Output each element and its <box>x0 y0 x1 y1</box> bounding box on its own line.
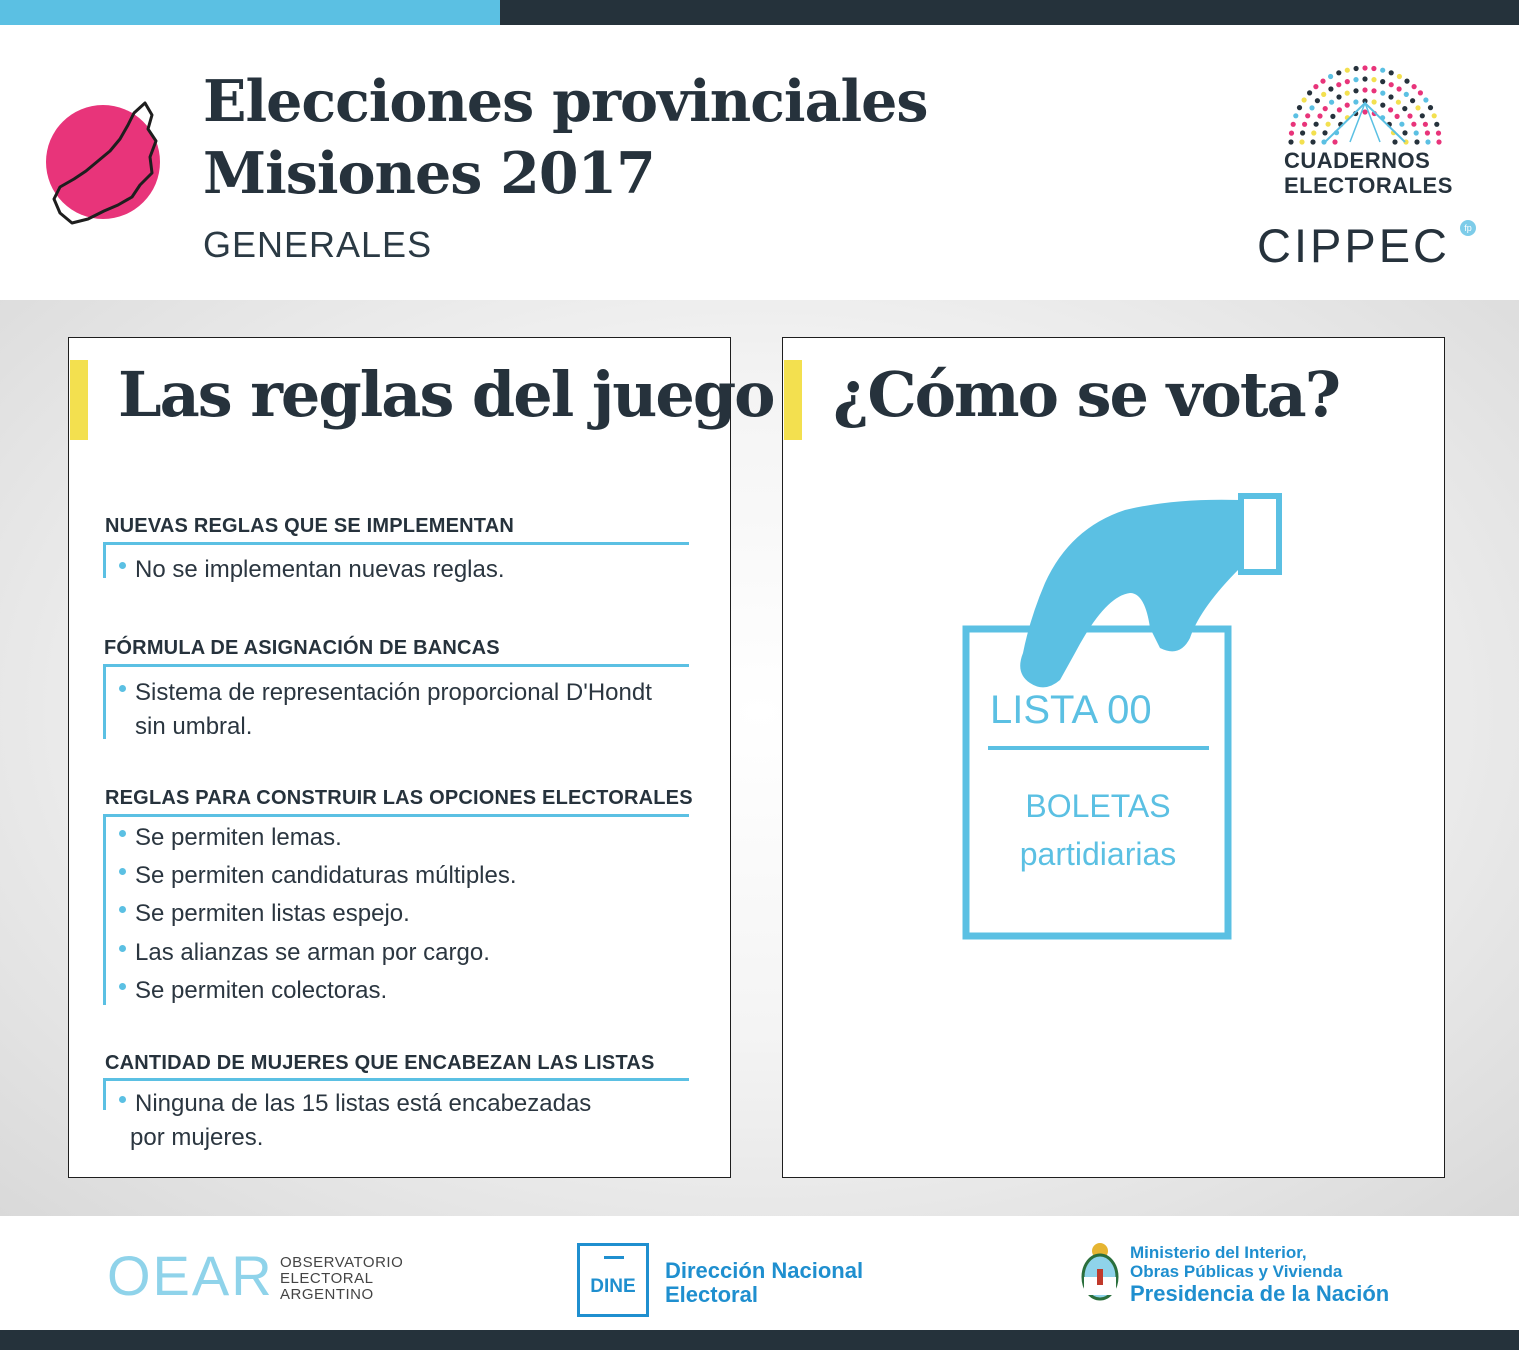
national-coat-of-arms-icon <box>1078 1241 1122 1305</box>
bottom-bar <box>0 1330 1519 1350</box>
section-heading-seat-formula: FÓRMULA DE ASIGNACIÓN DE BANCAS <box>104 637 500 659</box>
list-item: Ninguna de las 15 listas está encabezadas <box>135 1087 591 1121</box>
section-heading-women-lists: CANTIDAD DE MUJERES QUE ENCABEZAN LAS LISTAS <box>105 1052 655 1074</box>
section-underline <box>103 814 689 817</box>
list-item: Sistema de representación proporcional D'Hondt <box>135 676 652 710</box>
list-item: Se permiten lemas. <box>135 821 342 855</box>
rules-title: Las reglas del juego <box>118 358 774 431</box>
ballot-caption <box>966 782 1230 878</box>
rules-title-marker <box>70 360 88 440</box>
section-left-rule <box>103 1078 106 1110</box>
ministry-line-2: Obras Públicas y Vivienda <box>1130 1262 1343 1281</box>
section-underline <box>103 1078 689 1081</box>
dine-label <box>665 1259 863 1307</box>
ballot-caption-line-1: BOLETAS <box>1025 788 1171 824</box>
vote-title: ¿Cómo se vota? <box>833 358 1340 431</box>
title-line-1: Elecciones provinciales <box>203 68 928 135</box>
section-underline <box>103 542 689 545</box>
cippec-badge-icon: fp <box>1460 220 1476 236</box>
section-heading-new-rules: NUEVAS REGLAS QUE SE IMPLEMENTAN <box>105 515 515 537</box>
oear-line-1: OBSERVATORIO <box>280 1254 404 1271</box>
oear-label <box>280 1255 403 1303</box>
ballot-caption-line-2: partidiarias <box>1019 836 1177 872</box>
section-left-rule <box>103 664 106 739</box>
page-title <box>203 66 928 210</box>
cuadernos-electorales-logo-icon <box>1280 58 1460 148</box>
ministry-line-1: Ministerio del Interior, <box>1130 1243 1307 1262</box>
oear-line-2: ELECTORAL <box>280 1270 374 1287</box>
vote-title-marker <box>784 360 802 440</box>
oear-line-3: ARGENTINO <box>280 1286 374 1303</box>
section-left-rule <box>103 814 106 1005</box>
list-item-continuation: sin umbral. <box>135 713 253 740</box>
presidency-line: Presidencia de la Nación <box>1130 1281 1390 1306</box>
top-bar-dark <box>500 0 1519 25</box>
cuadernos-electorales-label <box>1284 148 1453 198</box>
cippec-logo: CIPPEC <box>1257 219 1450 272</box>
cuadernos-line-1: CUADERNOS <box>1284 148 1431 173</box>
list-item: Se permiten colectoras. <box>135 974 387 1008</box>
dine-logo-icon <box>577 1243 649 1317</box>
title-line-2: Misiones 2017 <box>203 140 655 207</box>
list-item: Se permiten candidaturas múltiples. <box>135 859 517 893</box>
list-item-continuation: por mujeres. <box>130 1124 264 1151</box>
top-bar-accent <box>0 0 500 25</box>
list-item: Las alianzas se arman por cargo. <box>135 936 490 970</box>
page-subtitle: GENERALES <box>203 224 433 265</box>
section-underline <box>103 664 689 667</box>
dine-logo-text: DINE <box>590 1276 636 1297</box>
list-item: Se permiten listas espejo. <box>135 897 410 931</box>
dine-line-1: Dirección Nacional <box>665 1258 864 1283</box>
oear-logo: OEAR <box>107 1244 274 1307</box>
list-item: No se implementan nuevas reglas. <box>135 553 505 587</box>
cuadernos-line-2: ELECTORALES <box>1284 173 1453 198</box>
misiones-map-icon <box>40 95 170 230</box>
section-heading-electoral-options: REGLAS PARA CONSTRUIR LAS OPCIONES ELECTORALES <box>105 787 693 809</box>
ballot-list-label: LISTA 00 <box>990 688 1152 732</box>
dine-line-2: Electoral <box>665 1282 758 1307</box>
ministry-label <box>1130 1243 1389 1307</box>
section-left-rule <box>103 542 106 578</box>
